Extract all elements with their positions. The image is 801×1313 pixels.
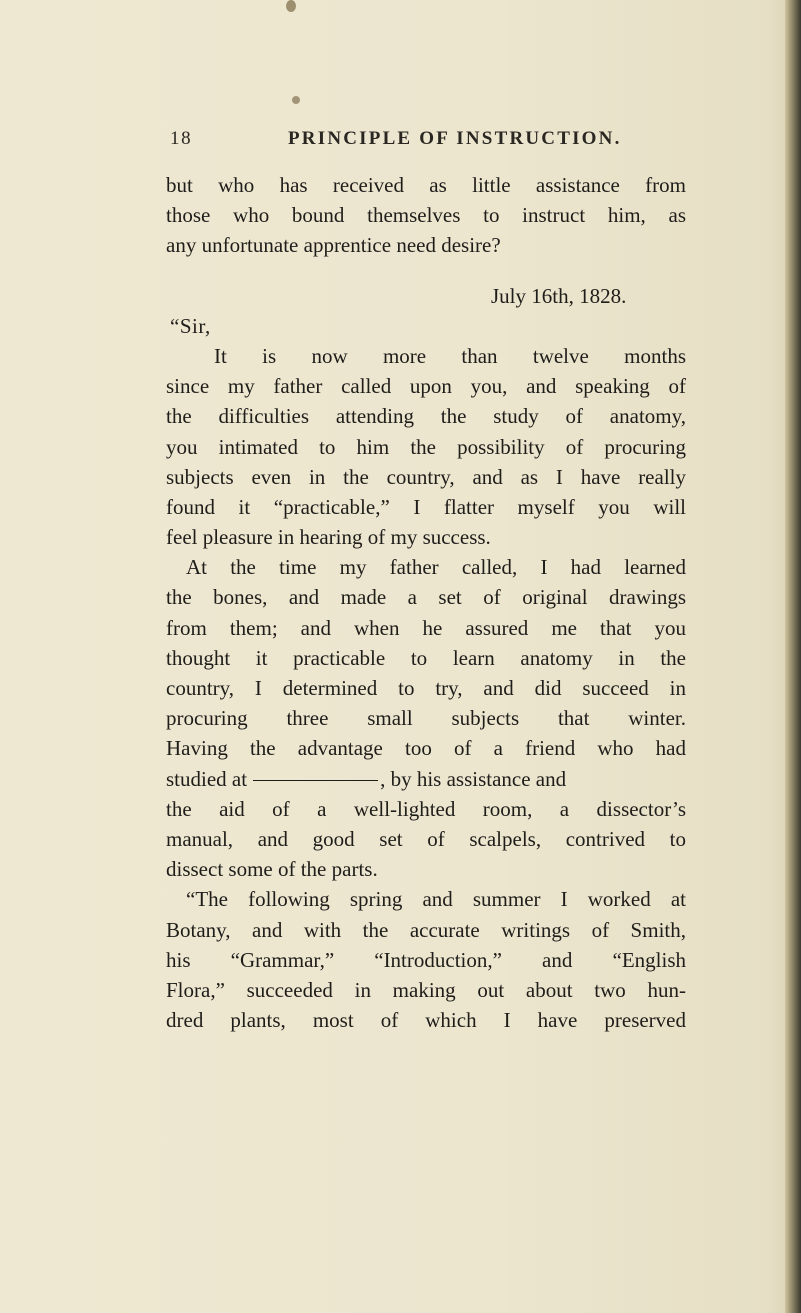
spacer <box>166 261 686 281</box>
text-line: Having the advantage too of a friend who had <box>166 736 686 761</box>
text-line: found it “practicable,” I flatter myself you will <box>166 494 686 519</box>
text-line: Flora,” succeeded in making out about two hun- <box>166 977 686 1002</box>
text-line: “The following spring and summer I worked at <box>186 887 686 912</box>
text-line: procuring three small subjects that winter. <box>166 706 686 731</box>
ink-stain <box>286 0 296 12</box>
text-line: his “Grammar,” “Introduction,” and “English <box>166 947 686 972</box>
text-line: those who bound themselves to instruct him, as <box>166 203 686 228</box>
ink-stain <box>292 96 300 104</box>
page-header <box>170 128 690 158</box>
text-line: It is now more than twelve months <box>214 343 686 368</box>
text-line: dissect some of the parts. <box>166 857 378 882</box>
text-line: since my father called upon you, and speaking of <box>166 374 686 399</box>
running-title: PRINCIPLE OF INSTRUCTION. <box>288 128 622 149</box>
letter-date: July 16th, 1828. <box>491 283 627 308</box>
page-number: 18 <box>170 128 193 149</box>
text-line: subjects even in the country, and as I have really <box>166 464 686 489</box>
text-line: from them; and when he assured me that you <box>166 615 686 640</box>
text-line: the bones, and made a set of original drawings <box>166 585 686 610</box>
text-line: country, I determined to try, and did succeed in <box>166 676 686 700</box>
body-text <box>166 170 686 1035</box>
text-line: any unfortunate apprentice need desire? <box>166 233 501 258</box>
page-binding-edge <box>785 0 801 1313</box>
text-line: thought it practicable to learn anatomy in the <box>166 645 686 670</box>
text-line: manual, and good set of scalpels, contrived to <box>166 826 686 851</box>
studied-at-text: studied at <box>166 766 248 791</box>
text-line: the aid of a well-lighted room, a dissector’s <box>166 796 686 821</box>
text-line: feel pleasure in hearing of my success. <box>166 525 491 550</box>
studied-at-continuation: , by his assistance and <box>380 766 567 791</box>
text-line: dred plants, most of which I have preserved <box>166 1008 686 1033</box>
text-line <box>166 764 686 794</box>
text-line: Botany, and with the accurate writings of Smith, <box>166 917 686 942</box>
letter-salutation: “Sir, <box>170 313 211 338</box>
text-line: you intimated to him the possibility of procuring <box>166 434 686 459</box>
text-line: but who has received as little assistance from <box>166 173 686 197</box>
text-line: At the time my father called, I had learned <box>186 555 686 580</box>
text-line: the difficulties attending the study of anatomy, <box>166 404 686 429</box>
name-omitted-rule <box>253 780 378 781</box>
